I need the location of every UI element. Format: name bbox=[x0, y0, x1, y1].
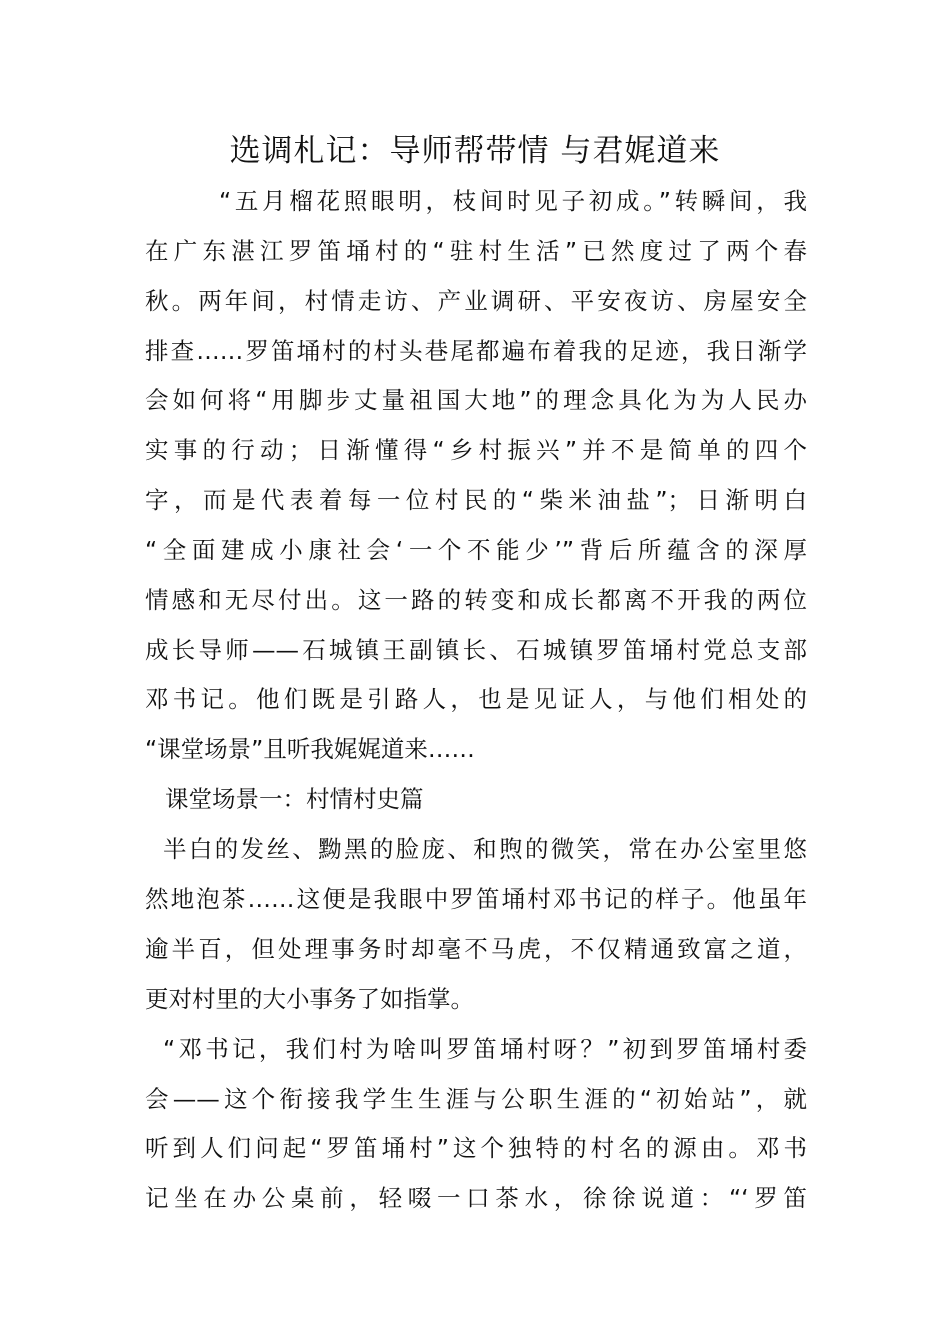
paragraph-line: “全面建成小康社会‘一个不能少’”背后所蕴含的深厚 bbox=[145, 536, 807, 564]
paragraph-line: 听到人们问起“罗笛埇村”这个独特的村名的源由。邓书 bbox=[145, 1134, 807, 1162]
paragraph-line: 逾半百，但处理事务时却毫不马虎，不仅精通致富之道， bbox=[145, 935, 807, 963]
paragraph-line: 会如何将“用脚步丈量祖国大地”的理念具化为为人民办 bbox=[145, 386, 807, 414]
paragraph-line: “课堂场景”且听我娓娓道来…… bbox=[145, 735, 475, 763]
paragraph-line: 在广东湛江罗笛埇村的“驻村生活”已然度过了两个春 bbox=[145, 237, 807, 265]
paragraph-line: 记坐在办公桌前，轻啜一口茶水，徐徐说道：“‘罗笛 bbox=[145, 1184, 807, 1212]
document-title: 选调札记：导师帮带情 与君娓道来 bbox=[229, 133, 721, 169]
paragraph-line: 会——这个衔接我学生生涯与公职生涯的“初始站”，就 bbox=[145, 1085, 807, 1113]
paragraph-line: 情感和无尽付出。这一路的转变和成长都离不开我的两位 bbox=[145, 586, 807, 614]
paragraph-line: “邓书记，我们村为啥叫罗笛埇村呀？”初到罗笛埇村委 bbox=[163, 1035, 807, 1063]
paragraph-line: 邓书记。他们既是引路人，也是见证人，与他们相处的 bbox=[145, 685, 807, 713]
paragraph-line: 排查……罗笛埇村的村头巷尾都遍布着我的足迹，我日渐学 bbox=[145, 337, 807, 365]
paragraph-line: 实事的行动；日渐懂得“乡村振兴”并不是简单的四个 bbox=[145, 436, 807, 464]
paragraph-line: 更对村里的大小事务了如指掌。 bbox=[145, 985, 474, 1013]
paragraph-line: 半白的发丝、黝黑的脸庞、和煦的微笑，常在办公室里悠 bbox=[163, 835, 807, 863]
paragraph-line: 秋。两年间，村情走访、产业调研、平安夜访、房屋安全 bbox=[145, 287, 807, 315]
section-heading: 课堂场景一：村情村史篇 bbox=[165, 785, 424, 813]
paragraph-line: 然地泡茶……这便是我眼中罗笛埇村邓书记的样子。他虽年 bbox=[145, 885, 807, 913]
paragraph-line: “五月榴花照眼明，枝间时见子初成。”转瞬间，我 bbox=[219, 187, 807, 215]
paragraph-line: 字，而是代表着每一位村民的“柴米油盐”；日渐明白 bbox=[145, 486, 807, 514]
paragraph-line: 成长导师——石城镇王副镇长、石城镇罗笛埇村党总支部 bbox=[145, 636, 807, 664]
